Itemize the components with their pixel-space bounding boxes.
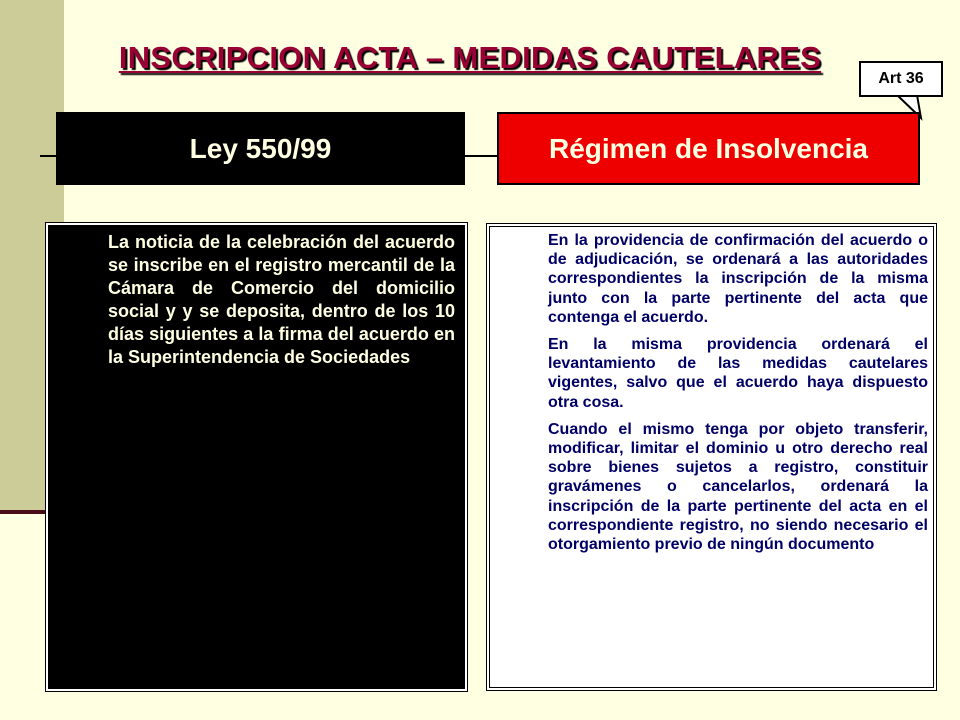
article-callout: Art 36: [859, 61, 943, 97]
ley-content-text: La noticia de la celebración del acuerdo se inscribe en el registro mercantil de la Cámara de Comercio del domicilio social y y se deposita, dentro de los 10 días siguientes a la firma del acuerdo en la Superintendencia de Sociedades: [108, 232, 455, 367]
insolvencia-header: Régimen de Insolvencia: [497, 112, 920, 185]
middle-connector-line: [465, 155, 499, 157]
ley-header: Ley 550/99: [56, 112, 465, 185]
insolvencia-paragraph: Cuando el mismo tenga por objeto transferir, modificar, limitar el dominio u otro derecho real sobre bienes sujetos a registro, constituir gravámenes o cancelarlos, ordenará la inscripción de la parte pertinente del acta en el correspondiente registro, no siendo necesario el otorgamiento previo de ningún documento: [548, 420, 928, 554]
insolvencia-content-panel: [486, 223, 937, 691]
insolvencia-paragraph: En la providencia de confirmación del acuerdo o de adjudicación, se ordenará a las autoridades correspondientes la inscripción de la misma junto con la parte pertinente del acta que contenga el acuerdo.: [548, 232, 928, 326]
ley-content-panel: [46, 223, 467, 691]
insolvencia-paragraph: En la misma providencia ordenará el levantamiento de las medidas cautelares vigentes, salvo que el acuerdo haya dispuesto otra cosa.: [548, 336, 928, 411]
slide-title: INSCRIPCION ACTA – MEDIDAS CAUTELARES: [118, 40, 822, 75]
